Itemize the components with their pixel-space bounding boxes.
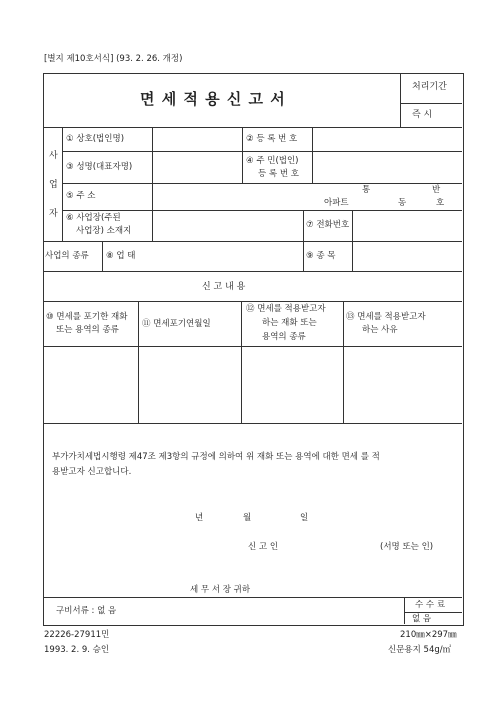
address-label: ⑤ 주 소 — [66, 191, 96, 201]
addressee: 세 무 서 장 귀하 — [190, 585, 251, 595]
workplace-label-2: 사업장) 소재지 — [76, 226, 132, 236]
trade-name-field[interactable] — [153, 128, 241, 150]
form-title: 면 세 적 용 신 고 서 — [140, 90, 286, 108]
resident-number-field[interactable] — [313, 152, 461, 182]
phone-field[interactable] — [353, 211, 461, 240]
business-kind-label: 사업의 종류 — [45, 251, 89, 261]
approval-date: 1993. 2. 9. 승인 — [44, 645, 110, 655]
apply-reason-field[interactable] — [344, 347, 461, 422]
col-header-12-line2: 하는 재화 또는 — [262, 318, 317, 328]
workplace-label-1: ⑥ 사업장(주된 — [66, 213, 121, 223]
date-day-label: 일 — [300, 513, 309, 523]
attachments: 구비서류 : 없 음 — [56, 606, 117, 616]
form-number: 22226-27911민 — [44, 630, 110, 640]
forfeit-date-field[interactable] — [139, 347, 240, 422]
processing-period-value: 즉 시 — [412, 110, 433, 120]
report-section-title: 신 고 내 용 — [202, 282, 246, 292]
business-label-char-3: 자 — [49, 209, 58, 219]
address-field[interactable] — [153, 184, 461, 209]
col-header-11-line1: ⑪ 면세포기연월일 — [142, 319, 211, 329]
fee-label: 수 수 료 — [415, 600, 446, 610]
ban-label: 반 — [432, 185, 441, 195]
workplace-address-field[interactable] — [153, 211, 302, 240]
statement-line1: 부가가치세법시행령 제47조 제3항의 규정에 의하여 위 재화 또는 용역에 대한 면세 를 적 — [52, 452, 380, 462]
processing-period-label: 처리기간 — [412, 82, 447, 92]
signature-label: (서명 또는 인) — [380, 542, 434, 552]
applied-goods-field[interactable] — [242, 347, 342, 422]
col-header-13-line1: ⑬ 면세를 적용받고자 — [346, 312, 426, 322]
business-label-char-2: 업 — [49, 180, 58, 190]
statement-line2: 용받고자 신고합니다. — [52, 467, 132, 477]
business-type-label: ⑧ 업 태 — [106, 251, 136, 261]
apartment-label: 아파트 — [324, 198, 349, 208]
reporter-label: 신 고 인 — [248, 542, 279, 552]
col-header-10-line2: 또는 용역의 종류 — [56, 325, 119, 335]
ho-label: 호 — [436, 198, 445, 208]
forfeited-goods-field[interactable] — [44, 347, 137, 422]
business-type-field[interactable] — [160, 242, 302, 270]
form-header-note: [별지 제10호서식] (93. 2. 26. 개정) — [44, 54, 183, 64]
registration-number-label: ② 등 록 번 호 — [246, 134, 298, 144]
paper-size: 210㎜×297㎜ — [400, 630, 457, 640]
representative-label: ③ 성명(대표자명) — [66, 162, 133, 172]
resident-number-label-1: ④ 주 민(법인) — [246, 156, 299, 166]
tong-label: 통 — [362, 185, 371, 195]
date-year-label: 년 — [195, 513, 204, 523]
fee-value: 없 음 — [412, 614, 432, 624]
col-header-10-line1: ⑩ 면세를 포기한 재화 — [46, 312, 128, 322]
date-month-label: 월 — [243, 513, 252, 523]
reporter-name-field[interactable] — [290, 538, 375, 556]
trade-name-label: ① 상호(법인명) — [66, 134, 125, 144]
col-header-12-line3: 용역의 종류 — [262, 332, 306, 342]
representative-field[interactable] — [153, 152, 241, 182]
col-header-13-line2: 하는 사유 — [362, 325, 398, 335]
resident-number-label-2: 등 록 번 호 — [258, 169, 299, 179]
dong-label: 동 — [398, 198, 407, 208]
col-header-12-line1: ⑫ 면세를 적용받고자 — [246, 304, 326, 314]
registration-number-field[interactable] — [313, 128, 461, 150]
phone-label: ⑦ 전화번호 — [306, 220, 350, 230]
business-item-field[interactable] — [353, 242, 461, 270]
business-label-char-1: 사 — [49, 151, 58, 161]
paper-type: 신문용지 54g/㎡ — [388, 645, 452, 655]
business-item-label: ⑨ 종 목 — [306, 251, 336, 261]
